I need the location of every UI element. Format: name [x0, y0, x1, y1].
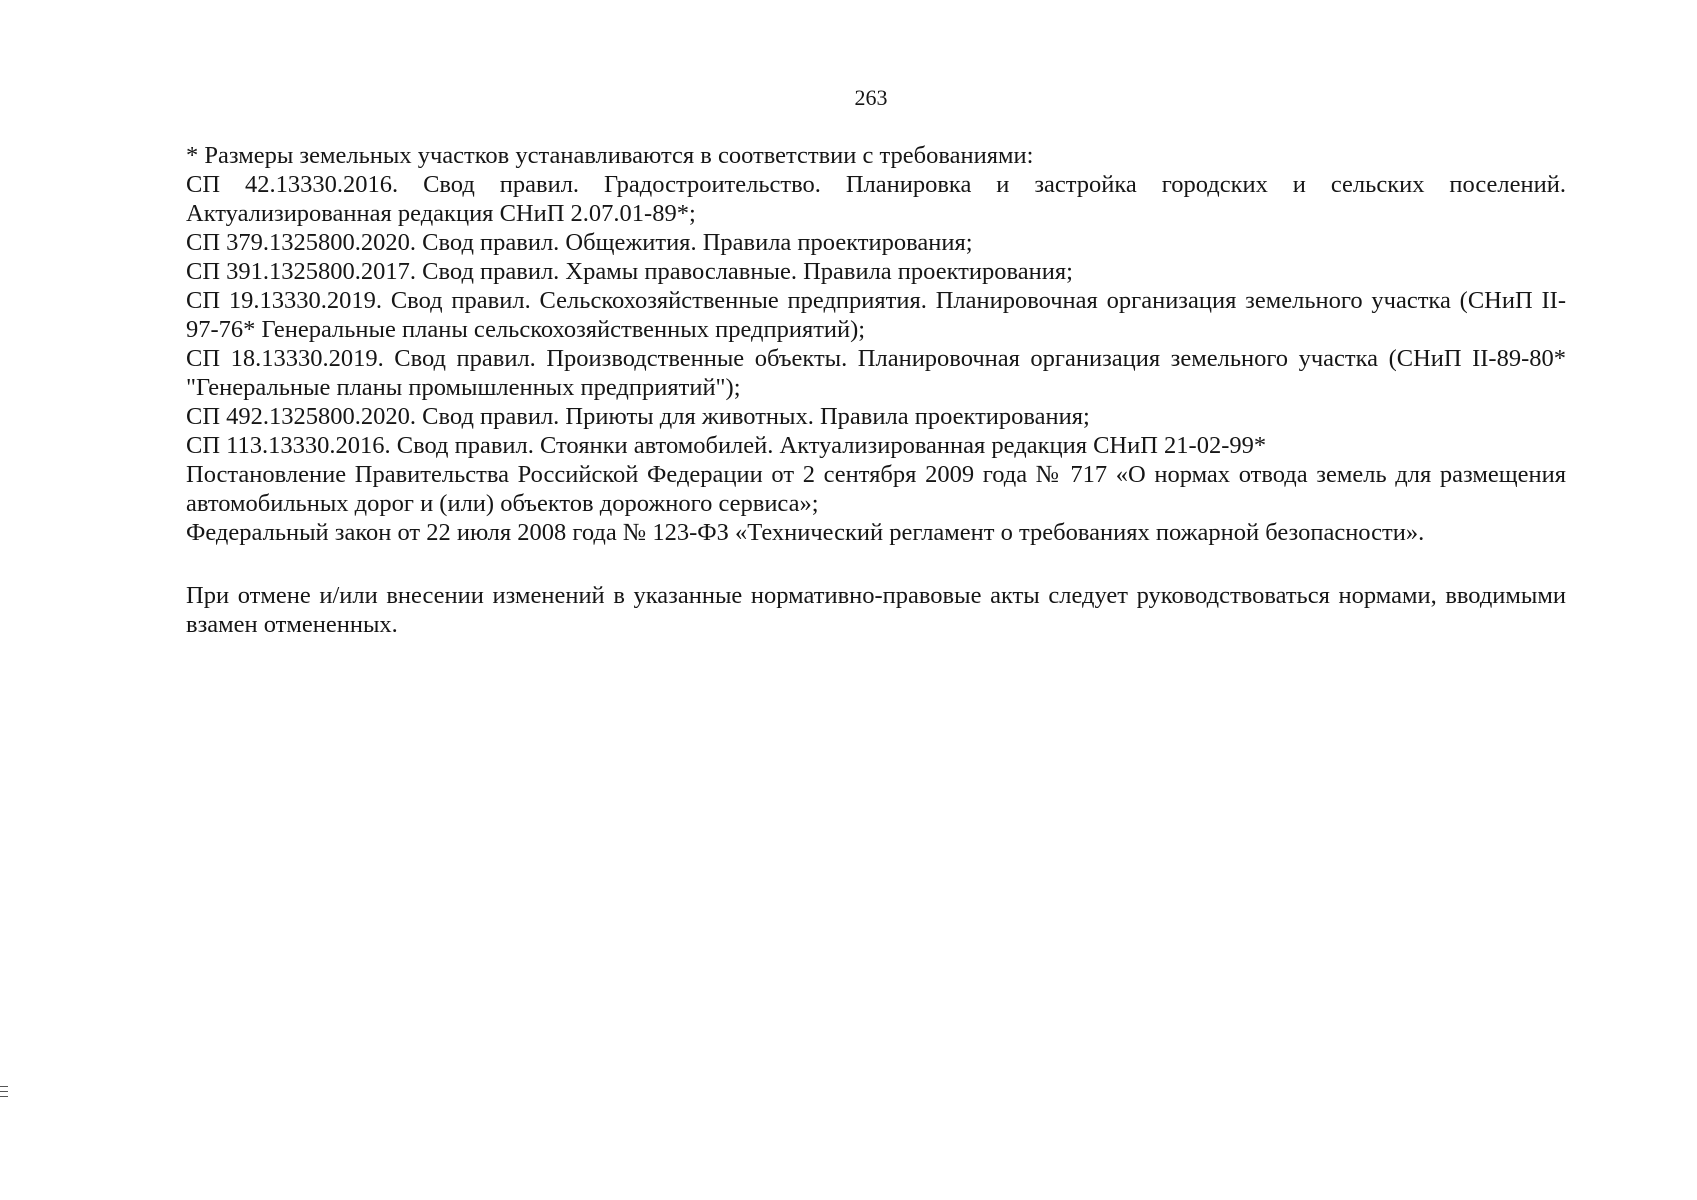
requirements-heading: * Размеры земельных участков устанавливаются в соответствии с требованиями:: [186, 142, 1034, 169]
amendment-note: При отмене и/или внесении изменений в указанные нормативно-правовые акты следует руководствоваться нормами, вводимыми взамен отмененных.: [186, 582, 1566, 638]
document-body: [186, 141, 1566, 639]
requirement-item: Постановление Правительства Российской Федерации от 2 сентября 2009 года № 717 «О нормах отвода земель для размещения автомобильных дорог и (или) объектов дорожного сервиса»;: [186, 461, 1566, 517]
requirement-item: СП 391.1325800.2017. Свод правил. Храмы православные. Правила проектирования;: [186, 258, 1073, 285]
scan-edge-mark: [0, 1086, 8, 1100]
page-number: 263: [854, 85, 888, 110]
requirement-item: СП 379.1325800.2020. Свод правил. Общежития. Правила проектирования;: [186, 229, 973, 256]
requirement-item: СП 19.13330.2019. Свод правил. Сельскохозяйственные предприятия. Планировочная организация земельного участка (СНиП II-97-76* Генеральные планы сельскохозяйственных предприятий);: [186, 287, 1566, 343]
paragraph-spacing: [186, 547, 1566, 581]
requirement-item: СП 18.13330.2019. Свод правил. Производственные объекты. Планировочная организация земельного участка (СНиП II-89-80* "Генеральные планы промышленных предприятий");: [186, 345, 1566, 401]
requirement-item: СП 113.13330.2016. Свод правил. Стоянки автомобилей. Актуализированная редакция СНиП 21-02-99*: [186, 432, 1267, 459]
requirement-item: Федеральный закон от 22 июля 2008 года № 123-ФЗ «Технический регламент о требованиях пожарной безопасности».: [186, 519, 1425, 546]
requirement-item: СП 42.13330.2016. Свод правил. Градостроительство. Планировка и застройка городских и сельских поселений. Актуализированная редакция СНиП 2.07.01-89*;: [186, 171, 1566, 227]
requirement-item: СП 492.1325800.2020. Свод правил. Приюты для животных. Правила проектирования;: [186, 403, 1090, 430]
